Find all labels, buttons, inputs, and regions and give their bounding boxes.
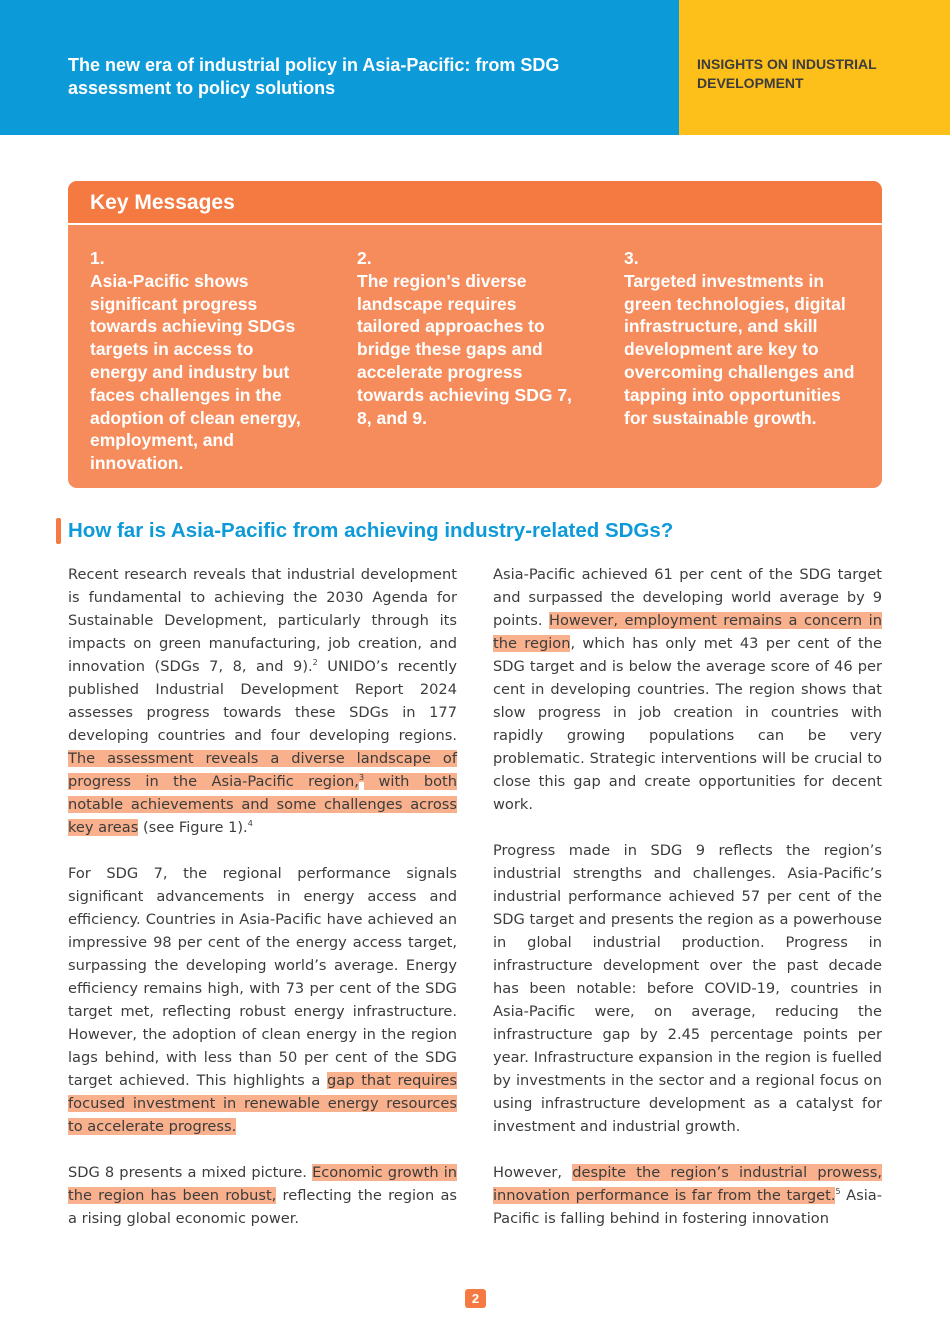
- page-number: 2: [465, 1289, 486, 1308]
- paragraph-sdg7: [68, 862, 457, 1138]
- text-run: UNIDO’s recently published Industrial Development Report 2024 assesses progress towards these SDGs in 177 developing countries and four developing regions.: [68, 658, 457, 744]
- text-run: For SDG 7, the regional performance signals significant advancements in energy access and efficiency. Countries in Asia-Pacific have achieved an impressive 98 per cent of the energy access target, surpassing the developing world’s average. Energy efficiency remains high, with 73 per cent of the SDG target met, reflecting robust energy infrastructure. However, the adoption of clean energy in the region lags behind, with less than 50 per cent of the SDG target achieved. This highlights a: [68, 865, 457, 1089]
- text-run: However,: [493, 1164, 573, 1181]
- paragraph-employment: [493, 563, 882, 816]
- text-run: Progress made in SDG 9 reflects the region’s industrial strengths and challenges. Asia-Pacific’s industrial performance achieved 57 per cent of the SDG target and presents the region as a powerhouse in global industrial production. Progress in infrastructure development over the past decade has been notable: before COVID-19, countries in Asia-Pacific were, on average, reducing the infrastructure gap by 2.45 percentage points per year. Infrastructure expansion in the region is fuelled by investments in the sector and a regional focus on using infrastructure development as a catalyst for investment and industrial growth.: [493, 842, 882, 1135]
- text-run: Asia-Pacific is falling behind in fostering innovation: [493, 1187, 882, 1227]
- highlighted-text: with both notable achievements and some challenges across key areas: [68, 773, 458, 836]
- key-message-text: Asia-Pacific shows significant progress towards achieving SDGs targets in access to energy and industry but faces challenges in the adoption of clean energy, employment, and innovation.: [90, 270, 301, 474]
- key-messages-header: [68, 181, 882, 225]
- paragraph-innovation: [493, 1161, 882, 1230]
- footnote-ref[interactable]: 5: [835, 1187, 841, 1197]
- body-column-right: [493, 563, 882, 1230]
- text-run: reflecting the region as a rising global economic power.: [68, 1187, 457, 1227]
- key-message-number: 1.: [90, 248, 105, 268]
- text-run: SDG 8 presents a mixed picture.: [68, 1164, 313, 1181]
- text-run: (see Figure 1).: [138, 819, 248, 836]
- highlighted-text: Economic growth in the region has been robust,: [68, 1164, 457, 1204]
- footnote-ref[interactable]: 3: [358, 773, 365, 783]
- footnote-ref[interactable]: 2: [312, 658, 318, 668]
- highlighted-text: However, employment remains a concern in the region: [493, 612, 882, 652]
- document-title: The new era of industrial policy in Asia-Pacific: from SDG assessment to policy solutions: [68, 55, 560, 98]
- footnote-ref[interactable]: 4: [247, 819, 253, 829]
- text-run: , which has only met 43 per cent of the SDG target and is below the average score of 46 per cent in developing countries. The region shows that slow progress in job creation in countries with rapidly growing populations can be very problematic. Strategic interventions will be crucial to close this gap and create opportunities for decent work.: [493, 635, 882, 813]
- key-message-text: Targeted investments in green technologies, digital infrastructure, and skill development are key to overcoming challenges and tapping into opportunities for sustainable growth.: [624, 270, 855, 428]
- paragraph-sdg9: [493, 839, 882, 1138]
- section-heading: How far is Asia-Pacific from achieving industry-related SDGs?: [68, 519, 674, 542]
- key-message-number: 2.: [357, 248, 372, 268]
- key-message-2: [357, 247, 579, 429]
- key-message-text: The region's diverse landscape requires tailored approaches to bridge these gaps and accelerate progress towards achieving SDG 7, 8, and 9.: [357, 270, 572, 428]
- highlighted-text: gap that requires focused investment in renewable energy resources to accelerate progress.: [68, 1072, 457, 1135]
- paragraph-intro: [68, 563, 457, 839]
- key-message-3: [624, 247, 860, 429]
- key-message-number: 3.: [624, 248, 639, 268]
- key-message-1: [90, 247, 312, 475]
- series-label: INSIGHTS ON INDUSTRIAL DEVELOPMENT: [697, 56, 877, 91]
- key-messages-box: [68, 181, 882, 488]
- body-column-left: [68, 563, 457, 1230]
- text-run: Asia-Pacific achieved 61 per cent of the SDG target and surpassed the developing world average by 9 points.: [493, 566, 882, 629]
- highlighted-text: despite the region’s industrial prowess, innovation performance is far from the target.: [493, 1164, 882, 1204]
- section-accent-bar: [56, 518, 61, 544]
- key-messages-title: Key Messages: [90, 191, 235, 214]
- highlighted-text: The assessment reveals a diverse landscape of progress in the Asia-Pacific region,: [68, 750, 457, 790]
- text-run: Recent research reveals that industrial development is fundamental to achieving the 2030 Agenda for Sustainable Development, particularly through its impacts on green manufacturing, job creation, and innovation (SDGs 7, 8, and 9).: [68, 566, 457, 675]
- paragraph-sdg8: [68, 1161, 457, 1230]
